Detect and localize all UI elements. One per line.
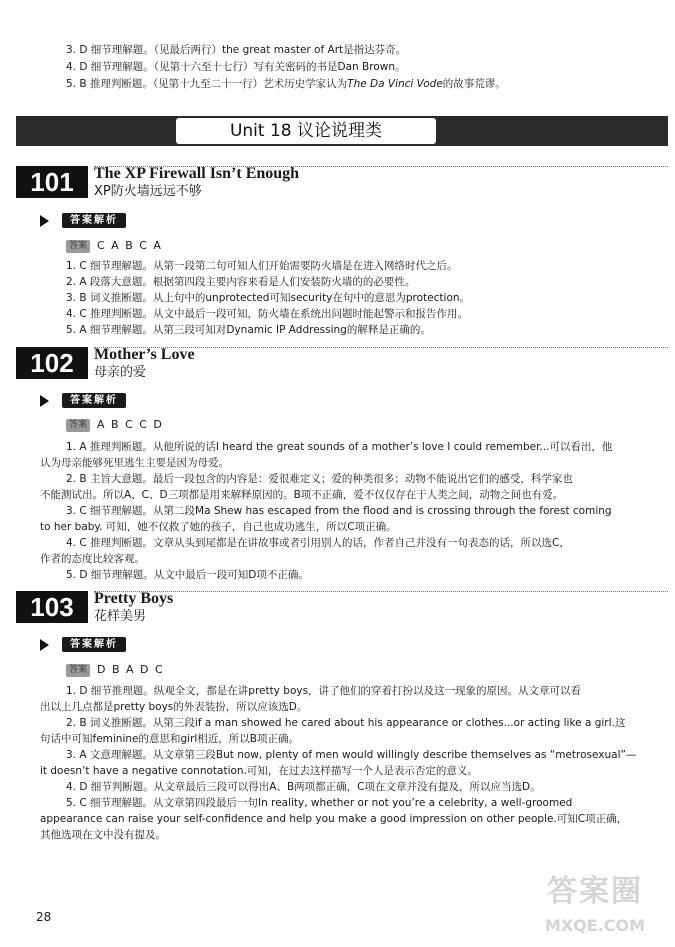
explanation-line: 4. C 推理判断题。文章从头到尾都是在讲故事或者引用别人的话，作者自己并没有一句表态的话，所以选C， <box>66 537 570 549</box>
answer-key: D B A D C <box>97 663 165 676</box>
top-line: 5. B 推理判断题。（见第十九至二十一行）艺术历史学家认为The Da Vinci Vode的故事荒谬。 <box>66 78 506 90</box>
article-title-cn: XP防火墙远远不够 <box>94 184 202 199</box>
article-title-cn: 花样美男 <box>94 609 147 624</box>
explanation-line: 5. C 细节理解题。从文章第四段最后一句In reality, whether or not you’re a celebrity, a well-groomed <box>66 797 573 809</box>
top-line: 3. D 细节理解题。（见最后两行）the great master of Art是指达芬奇。 <box>66 44 407 56</box>
explanation-line: 其他选项在文中没有提及。 <box>40 829 166 841</box>
explanation-line: 3. C 细节理解题。从第二段Ma Shew has escaped from the flood and is crossing through the forest coming <box>66 505 612 517</box>
explanation-line: 1. A 推理判断题。从他所说的话I heard the great sounds of a mother’s love I could remember...可以看出，他 <box>66 441 613 453</box>
explanation-line: appearance can raise your self-confidence and help you make a good impression on other people.可知C项正确， <box>40 813 628 825</box>
answer-label: 答案 <box>66 664 90 677</box>
answer-key: C A B C A <box>97 239 163 252</box>
answer-label: 答案 <box>66 419 90 432</box>
explanation-line: to her baby. 可知，她不仅救了她的孩子，自己也成功逃生，所以C项正确。 <box>40 521 397 533</box>
explanation-line: 3. B 词义推断题。从上句中的unprotected可知security在句中的意思为protection。 <box>66 292 471 304</box>
article-title-cn: 母亲的爱 <box>94 365 147 380</box>
triangle-arrow-icon <box>40 395 49 407</box>
explanation-line: 认为母亲能够死里逃生主要是因为母爱。 <box>40 457 229 469</box>
answer-key: A B C C D <box>97 418 164 431</box>
watermark-url: MXQE.COM <box>544 916 646 935</box>
page-number: 28 <box>36 910 52 924</box>
explanation-line: 不能测试出。所以A、C、D三项都是用来解释原因的。B项不正确，爱不仅仅存在于人类之间，动物之间也有爱。 <box>40 489 564 501</box>
article-title-en: Pretty Boys <box>94 590 174 607</box>
explanation-line: 作者的态度比较客观。 <box>40 553 145 565</box>
watermark-logo <box>520 872 670 942</box>
section-number-badge: 103 <box>16 591 88 623</box>
explanation-line: 2. B 主旨大意题。最后一段包含的内容是：爱很难定义；爱的种类很多；动物不能说出它们的感受，科学家也 <box>66 473 573 485</box>
unit-title: Unit 18 议论说理类 <box>176 118 436 144</box>
section-number-badge: 102 <box>16 347 88 379</box>
explanation-line: 4. C 推理判断题。从文中最后一段可知，防火墙在系统出问题时能起警示和报告作用。 <box>66 308 469 320</box>
explanation-line: 出以上几点都是pretty boys的外表装扮，所以应该选D。 <box>40 701 308 713</box>
analysis-label: 答案解析 <box>62 393 126 408</box>
watermark-text: 答案圈 <box>547 874 643 909</box>
dotted-rule <box>94 591 668 592</box>
top-line: 4. D 细节理解题。（见第十六至十七行）写有关密码的书是Dan Brown。 <box>66 61 406 73</box>
explanation-line: 1. D 细节推理题。纵观全文，都是在讲pretty boys，讲了他们的穿着打扮以及这一现象的原因。从文章可以看 <box>66 685 582 697</box>
explanation-line: 句话中可知feminine的意思和girl相近，所以B项正确。 <box>40 733 300 745</box>
explanation-line: 4. D 细节判断题。从文章最后三段可以得出A、B两项都正确，C项在文章并没有提及，所以应当选D。 <box>66 781 541 793</box>
section-number-badge: 101 <box>16 166 88 198</box>
article-title-en: The XP Firewall Isn’t Enough <box>94 165 300 182</box>
explanation-line: 2. A 段落大意题。根据第四段主要内容来看是人们安装防火墙的的必要性。 <box>66 276 416 288</box>
answer-label: 答案 <box>66 240 90 253</box>
explanation-line: it doesn’t have a negative connotation.可知，在过去这样描写一个人是表示否定的意义。 <box>40 765 478 777</box>
article-title-en: Mother’s Love <box>94 346 195 363</box>
explanation-line: 5. D 细节理解题。从文中最后一段可知D项不正确。 <box>66 569 309 581</box>
explanation-line: 3. A 文意理解题。从文章第三段But now, plenty of men would willingly describe themselves as “metrosexual”— <box>66 749 637 761</box>
explanation-line: 1. C 细节理解题。从第一段第二句可知人们开始需要防火墙是在进入网络时代之后。 <box>66 260 458 272</box>
explanation-line: 2. B 词义推断题。从第三段if a man showed he cared about his appearance or clothes...or acting like a girl.这 <box>66 717 626 729</box>
explanation-line: 5. A 细节理解题。从第三段可知对Dynamic IP Addressing的解释是正确的。 <box>66 324 431 336</box>
triangle-arrow-icon <box>40 639 49 651</box>
analysis-label: 答案解析 <box>62 637 126 652</box>
analysis-label: 答案解析 <box>62 213 126 228</box>
unit-header-bar <box>16 116 668 146</box>
triangle-arrow-icon <box>40 215 49 227</box>
